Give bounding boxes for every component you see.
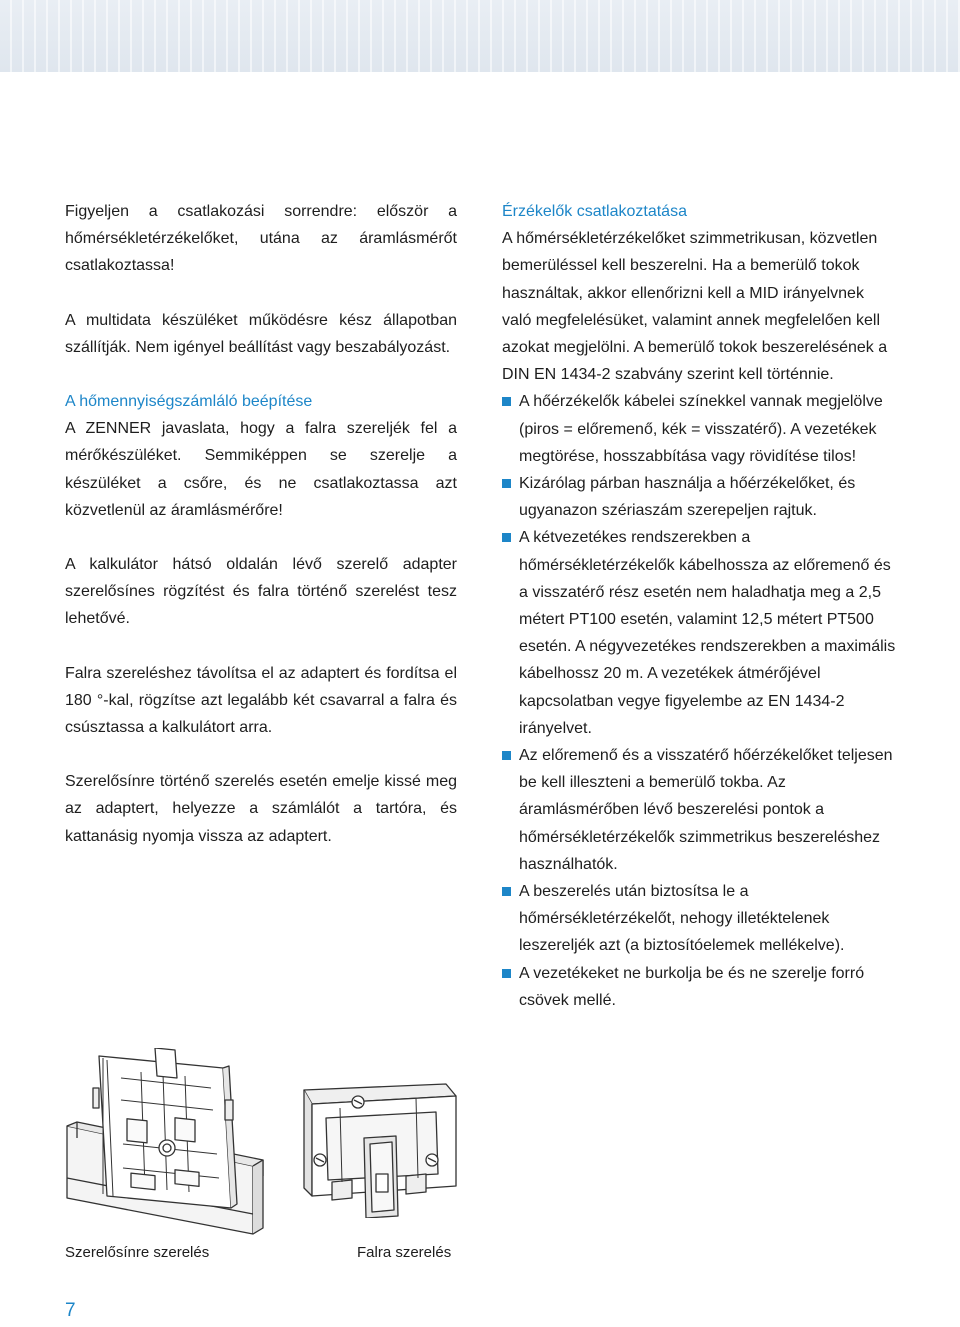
list-item-text: Kizárólag párban használja a hőérzékelőket, és ugyanazon szériaszám szerepeljen rajtuk. [519, 475, 856, 520]
paragraph-connection-order: Figyeljen a csatlakozási sorrendre: először a hőmérsékletérzékelőket, utána az áramlásmérőt csatlakoztassa! [65, 203, 457, 275]
bullet-square-icon [502, 751, 511, 760]
list-item-text: A kétvezetékes rendszerekben a hőmérsékletérzékelők kábelhossza az előremenő és a visszatérő rész esetén nem haladhatja meg a 2,5 métert PT100 esetén, valamint 12,5 métert PT500 esetén. A négyvezetékes rendszerekben a maximális kábelhossz 20 m. A vezetékek átmérőjével kapcsolatban vegye figyelembe az EN 1434-2 irányelvet. [519, 529, 896, 737]
paragraph-adapter: A kalkulátor hátsó oldalán lévő szerelő adapter szerelősínes rögzítést és falra történő szerelést tesz lehetővé. [65, 556, 457, 628]
paragraph-rail-mounting: Szerelősínre történő szerelés esetén emelje kissé meg az adaptert, helyezze a számlálót a tartóra, és kattanásig nyomja vissza az adaptert. [65, 773, 457, 845]
sensor-bullet-list [502, 388, 896, 1014]
bullet-square-icon [502, 479, 511, 488]
bullet-square-icon [502, 533, 511, 542]
paragraph-delivery-state: A multidata készüléket működésre kész állapotban szállítják. Nem igényel beállítást vagy beszabályozást. [65, 311, 457, 356]
list-item [502, 878, 896, 960]
heading-installation: A hőmennyiségszámláló beépítése [65, 393, 313, 411]
list-item [502, 742, 896, 878]
list-item-text: A beszerelés után biztosítsa le a hőmérsékletérzékelőt, nehogy illetéktelenek leszereljék azt (a biztosítóelemek mellékelve). [519, 883, 845, 955]
header-decoration [0, 0, 960, 72]
left-column [65, 198, 457, 850]
list-item [502, 960, 896, 1014]
caption-wall-mounting: Falra szerelés [357, 1244, 452, 1261]
paragraph-recommendation: A ZENNER javaslata, hogy a falra szereljék fel a mérőkészüléket. Semmiképpen se szerelje a készüléket a csőre, és ne csatlakoztassa azt közvetlenül az áramlásmérőre! [65, 420, 457, 519]
heading-sensor-connection: Érzékelők csatlakoztatása [502, 203, 687, 220]
header-band [0, 0, 960, 72]
list-item-text: A vezetékeket ne burkolja be és ne szerelje forró csövek mellé. [519, 964, 865, 1009]
list-item [502, 524, 896, 742]
bullet-square-icon [502, 969, 511, 978]
wall-mounting-illustration [296, 1078, 460, 1218]
right-column [502, 198, 896, 1014]
rail-mounting-illustration [63, 1048, 285, 1238]
paragraph-wall-mounting: Falra szereléshez távolítsa el az adaptert és fordítsa el 180 °-kal, rögzítse azt legalább két csavarral a falra és csúsztassa a kalkulátort arra. [65, 664, 457, 737]
list-item-text: A hőérzékelők kábelei színekkel vannak megjelölve (piros = előremenő, kék = visszatérő). A vezetékek megtörése, hosszabbítása vagy rövidítése tilos! [519, 393, 883, 465]
bullet-square-icon [502, 397, 511, 406]
list-item-text: Az előremenő és a visszatérő hőérzékelőket teljesen be kell illeszteni a bemerülő tokba. Az áramlásmérőben lévő beszerelési pontok a hőmérsékletérzékelők szimmetrikus beszereléshez használhatók. [519, 747, 893, 873]
list-item [502, 470, 896, 524]
page-number: 7 [65, 1300, 76, 1321]
list-item [502, 388, 896, 470]
paragraph-sensor-intro: A hőmérsékletérzékelőket szimmetrikusan, közvetlen bemerüléssel kell beszerelni. Ha a bemerülő tokok használtak, akkor ellenőrizni kell a MID irányelvnek való megfelelésüket, valamint annek megfelelően kell azokat megjelölni. A bemerülő tokok beszerelésének a DIN EN 1434-2 szabvány szerint kell történnie. [502, 230, 888, 384]
caption-rail-mounting: Szerelősínre szerelés [65, 1244, 210, 1261]
bullet-square-icon [502, 887, 511, 896]
